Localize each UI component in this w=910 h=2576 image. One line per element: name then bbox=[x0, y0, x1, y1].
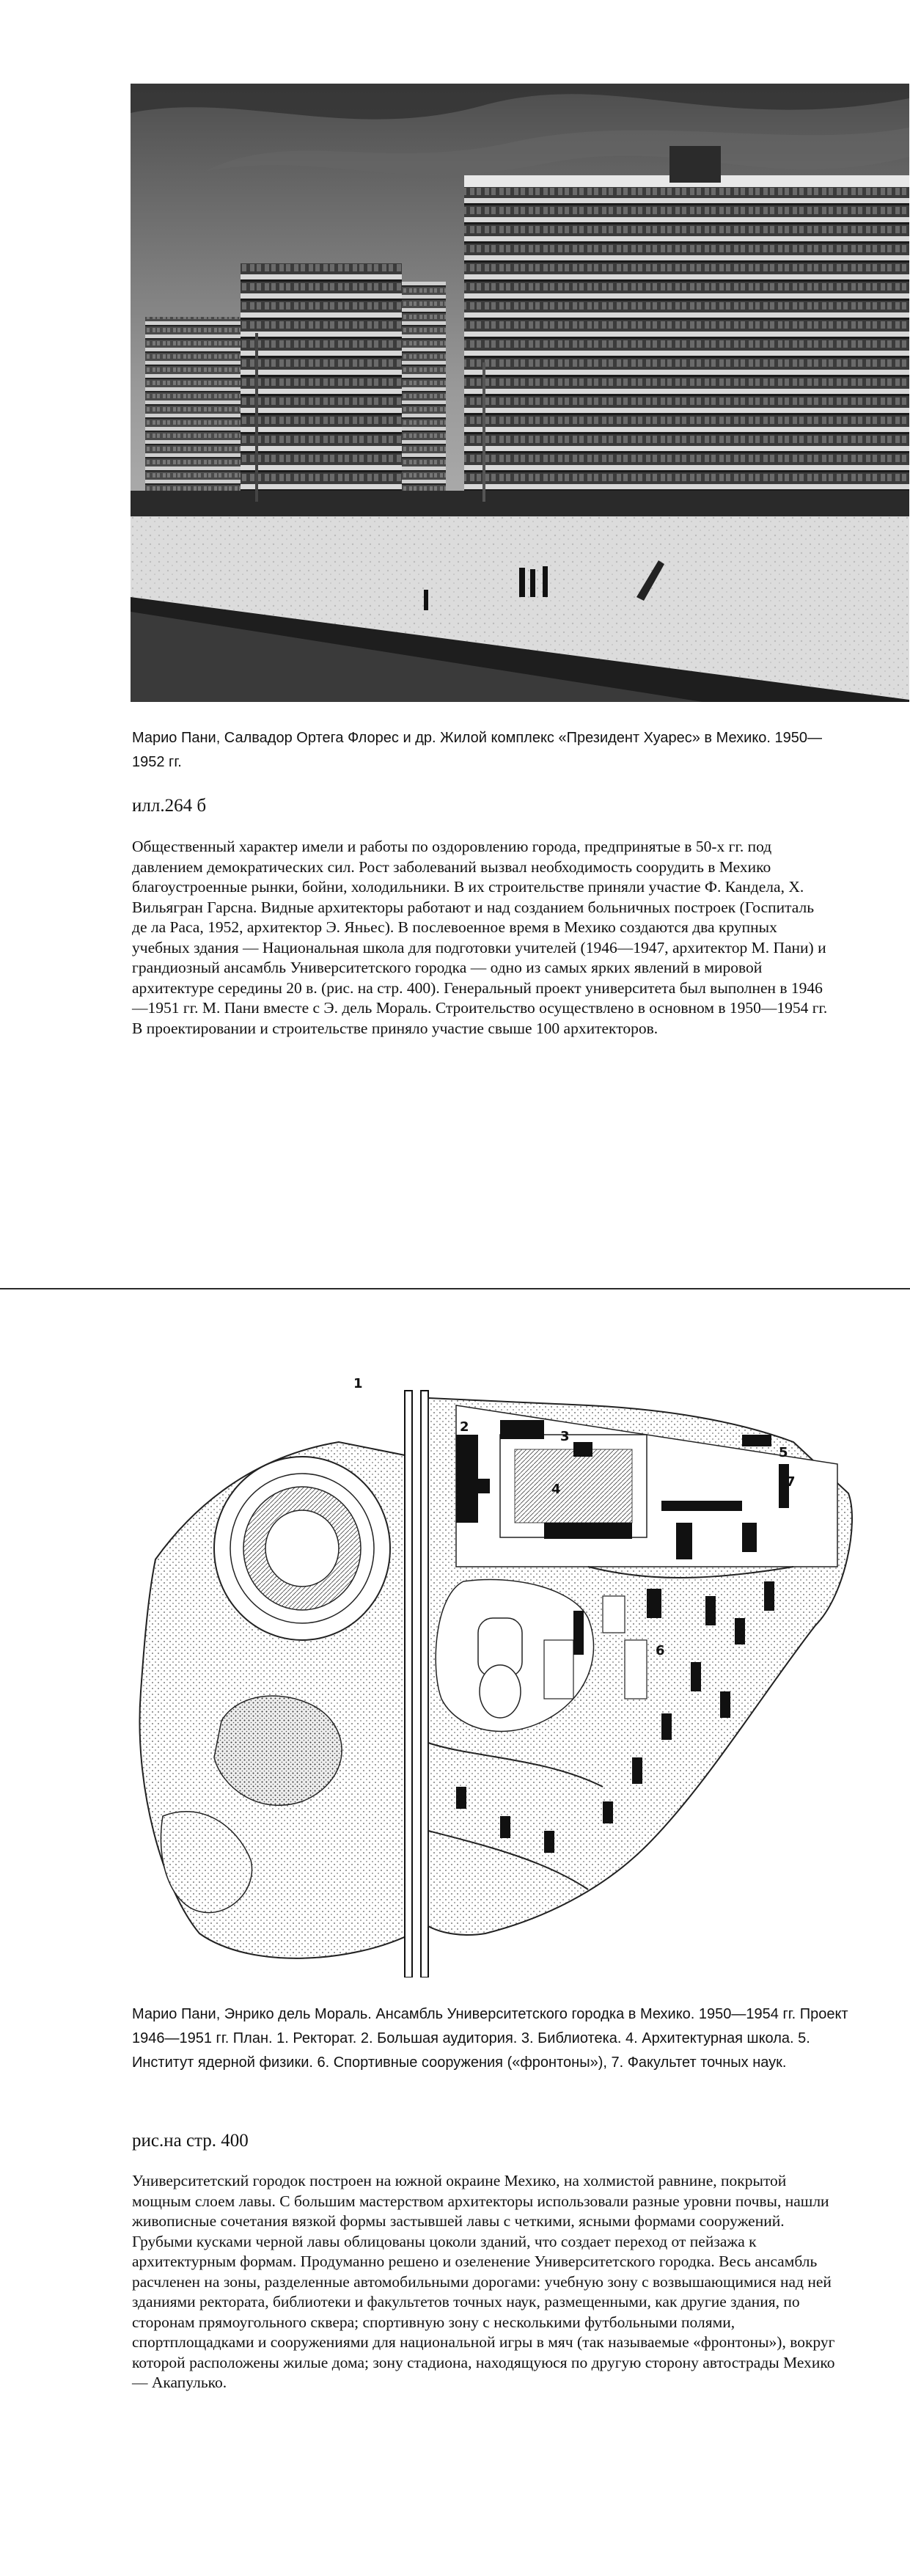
plan-label-5: 5 bbox=[779, 1445, 788, 1460]
plan-label-3: 3 bbox=[560, 1429, 570, 1444]
campus-plan-graphic bbox=[133, 1376, 867, 1977]
plan-label-2: 2 bbox=[460, 1419, 469, 1435]
plan-label-4: 4 bbox=[551, 1482, 561, 1497]
campus-plan-drawing bbox=[133, 1376, 867, 1977]
photo-caption: Марио Пани, Салвадор Ортега Флорес и др. Жилой комплекс «Президент Хуарес» в Мехико. 1950— 1952 гг. bbox=[132, 730, 823, 770]
housing-complex-photo bbox=[131, 84, 909, 702]
illustration-reference: илл.264 б bbox=[132, 796, 207, 816]
plan-caption: Марио Пани, Энрико дель Мораль. Ансамбль Университетского городка в Мехико. 1950—1954 гг. Проект 1946—1951 гг. План. 1. Ректорат. 2. Большая аудитория. 3. Библиотека. 4. Архитектурная школа. 5. Институт ядерной физики. 6. Спортивные сооружения («фронтоны»), 7. Факультет точных наук. bbox=[132, 2006, 848, 2071]
body-paragraph: Общественный характер имели и работы по оздоровлению города, предпринятые в 50-х гг. под давлением демократических сил. Рост заболеваний вызвал необходимость соорудить в Мехико благоустроенные рынки, бойни, холодильники. В их строительстве приняли участие Ф. Кандела, X. Вильягран Гарсна. Видные архитекторы работают и над созданием больничных построек (Госпиталь де ла Раса, 1952, архитектор Э. Яньес). В послевоенное время в Мехико создаются два крупных учебных здания — Национальная школа для подготовки учителей (1946—1947, архитектор М. Пани) и грандиозный ансамбль Университетского городка — одно из самых ярких явлений в мировой архитектуре середины 20 в. (рис. на стр. 400). Генеральный проект университета был выполнен в 1946—1951 гг. М. Пани вместе с Э. дель Мораль. Строительство осуществлено в основном в 1950—1954 гг. В проектировании и строительстве приняло участие свыше 100 архитекторов. bbox=[132, 838, 828, 1037]
plan-label-7: 7 bbox=[786, 1474, 796, 1490]
plan-label-6: 6 bbox=[656, 1643, 665, 1658]
figure-reference: рис.на стр. 400 bbox=[132, 2131, 249, 2151]
body-paragraph-2: Университетский городок построен на южной окраине Мехико, на холмистой равнине, покрытой мощным слоем лавы. С большим мастерством архитекторы использовали разные уровни почвы, нашли живописные сочетания вязкой формы застывшей лавы с четкими, ясными формами сооружений. Грубыми кусками черной лавы облицованы цоколи зданий, что создает переход от пейзажа к архитектурным формам. Продуманно решено и озеленение Университетского городка. Весь ансамбль расчленен на зоны, разделенные автомобильными дорогами: учебную зону с возвышающимися над ней зданиями ректората, библиотеки и факультетов точных наук, размещенными, как другие здания, по сторонам прямоугольного сквера; спортивную зону с несколькими футбольными полями, спортплощадками и сооружениями для национальной игры в мяч (так называемые «фронтоны»), вокруг которой расположены жилые дома; зону стадиона, находящуюся по другую сторону автострады Мехико — Акапулько. bbox=[132, 2172, 835, 2391]
housing-complex-photo-graphic bbox=[131, 84, 909, 702]
plan-label-1: 1 bbox=[353, 1376, 363, 1391]
